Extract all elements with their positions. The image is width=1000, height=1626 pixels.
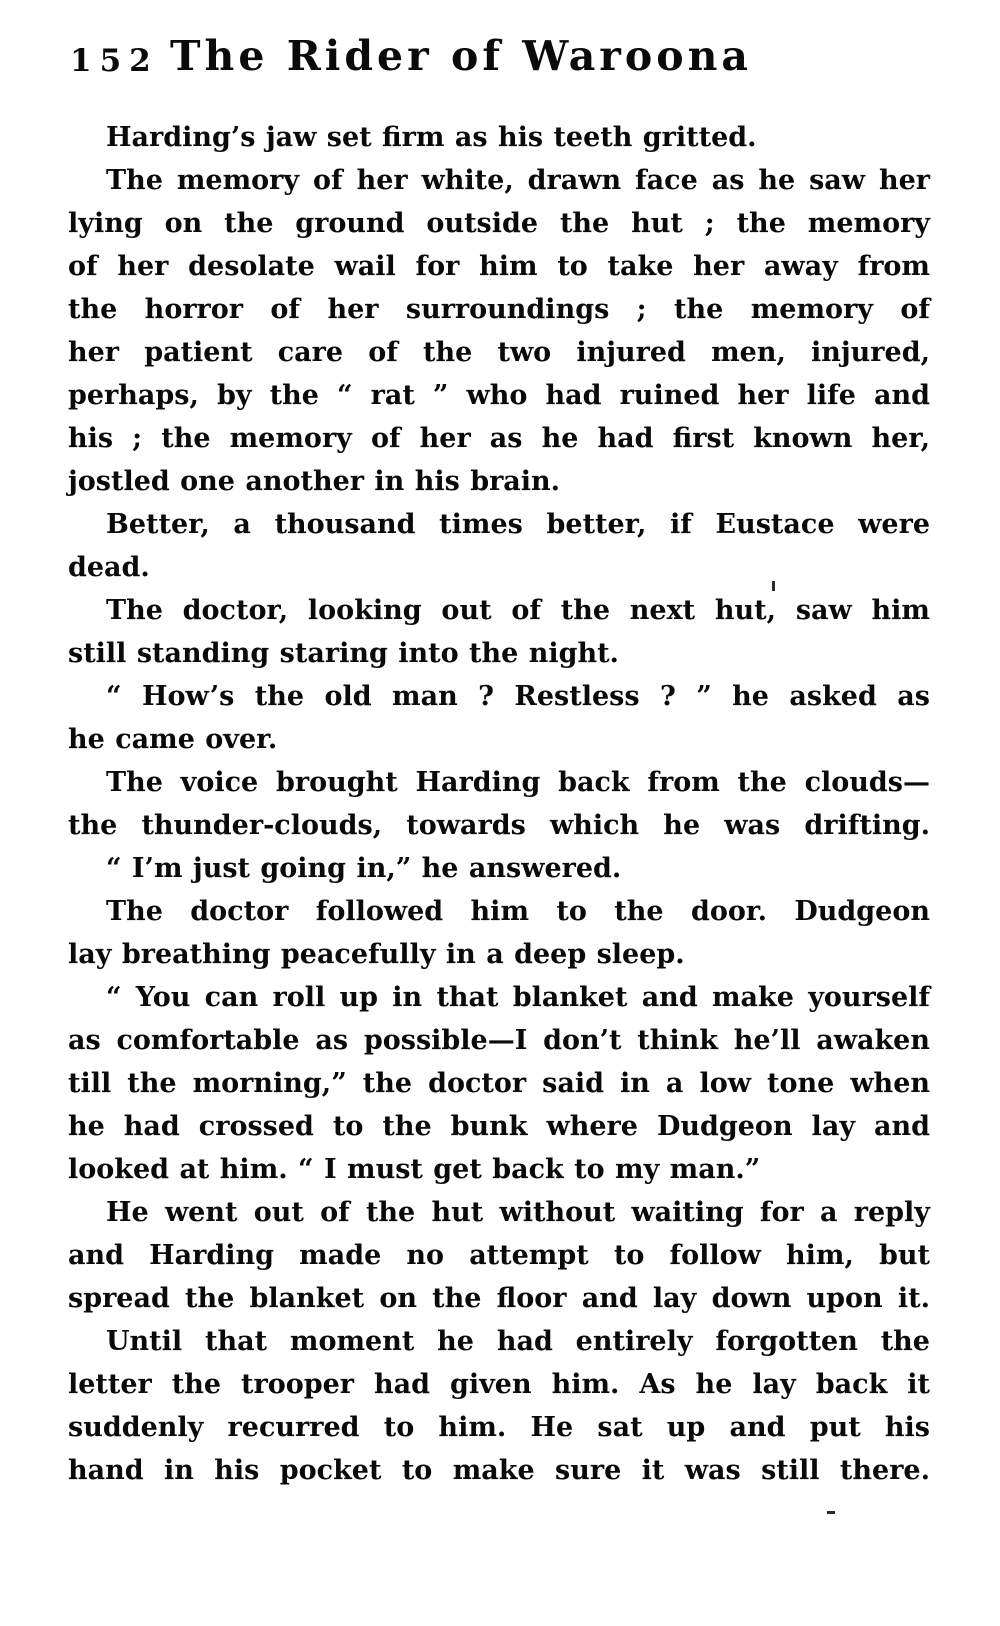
text-line: “ You can roll up in that blanket and make yourself — [106, 982, 930, 1013]
paragraph — [68, 847, 930, 890]
text-line: “ How’s the old man ? Restless ? ” he asked as — [106, 681, 930, 712]
text-line: till the morning,” the doctor said in a low tone when — [68, 1068, 930, 1099]
paragraph — [68, 589, 930, 675]
text-line: he had crossed to the bunk where Dudgeon lay and — [68, 1111, 930, 1142]
text-line: looked at him. “ I must get back to my man.” — [68, 1154, 761, 1185]
text-line: Harding’s jaw set firm as his teeth gritted. — [106, 122, 757, 153]
text-line: Better, a thousand times better, if Eustace were — [106, 509, 930, 540]
text-line: The doctor followed him to the door. Dudgeon — [106, 896, 930, 927]
text-line: The memory of her white, drawn face as he saw her — [106, 165, 930, 196]
text-line: suddenly recurred to him. He sat up and put his — [68, 1412, 930, 1443]
paragraph — [68, 761, 930, 847]
text-line: the thunder-clouds, towards which he was drifting. — [68, 810, 930, 841]
scan-artifact-dash — [827, 1511, 835, 1514]
paragraph — [68, 503, 930, 589]
text-line: hand in his pocket to make sure it was still there. — [68, 1455, 930, 1486]
text-line: and Harding made no attempt to follow him, but — [68, 1240, 930, 1271]
text-line: He went out of the hut without waiting for a reply — [106, 1197, 930, 1228]
text-line: the horror of her surroundings ; the memory of — [68, 294, 930, 325]
text-line: dead. — [68, 552, 150, 583]
paragraph — [68, 890, 930, 976]
text-line: perhaps, by the “ rat ” who had ruined her life and — [68, 380, 930, 411]
paragraph — [68, 116, 930, 159]
text-line: of her desolate wail for him to take her away from — [68, 251, 930, 282]
body-text — [68, 116, 930, 1492]
text-line: spread the blanket on the floor and lay down upon it. — [68, 1283, 930, 1314]
text-line: jostled one another in his brain. — [68, 466, 561, 497]
text-line: lay breathing peacefully in a deep sleep. — [68, 939, 685, 970]
text-line: letter the trooper had given him. As he lay back it — [68, 1369, 930, 1400]
text-line: her patient care of the two injured men, injured, — [68, 337, 930, 368]
page-number: 152 — [70, 43, 159, 79]
running-header — [0, 0, 1000, 100]
text-line: his ; the memory of her as he had first known her, — [68, 423, 930, 454]
paragraph — [68, 976, 930, 1191]
text-line: The doctor, looking out of the next hut, saw him — [106, 595, 930, 626]
paragraph — [68, 1320, 930, 1492]
text-line: lying on the ground outside the hut ; the memory — [68, 208, 930, 239]
text-line: he came over. — [68, 724, 278, 755]
paragraph — [68, 675, 930, 761]
text-line: as comfortable as possible—I don’t think he’ll awaken — [68, 1025, 930, 1056]
text-line: Until that moment he had entirely forgotten the — [106, 1326, 930, 1357]
paragraph — [68, 1191, 930, 1320]
text-line: still standing staring into the night. — [68, 638, 619, 669]
paragraph — [68, 159, 930, 503]
scan-artifact-tick — [772, 581, 775, 591]
text-line: The voice brought Harding back from the clouds— — [106, 767, 930, 798]
text-line: “ I’m just going in,” he answered. — [106, 853, 622, 884]
running-title: The Rider of Waroona — [170, 32, 752, 80]
